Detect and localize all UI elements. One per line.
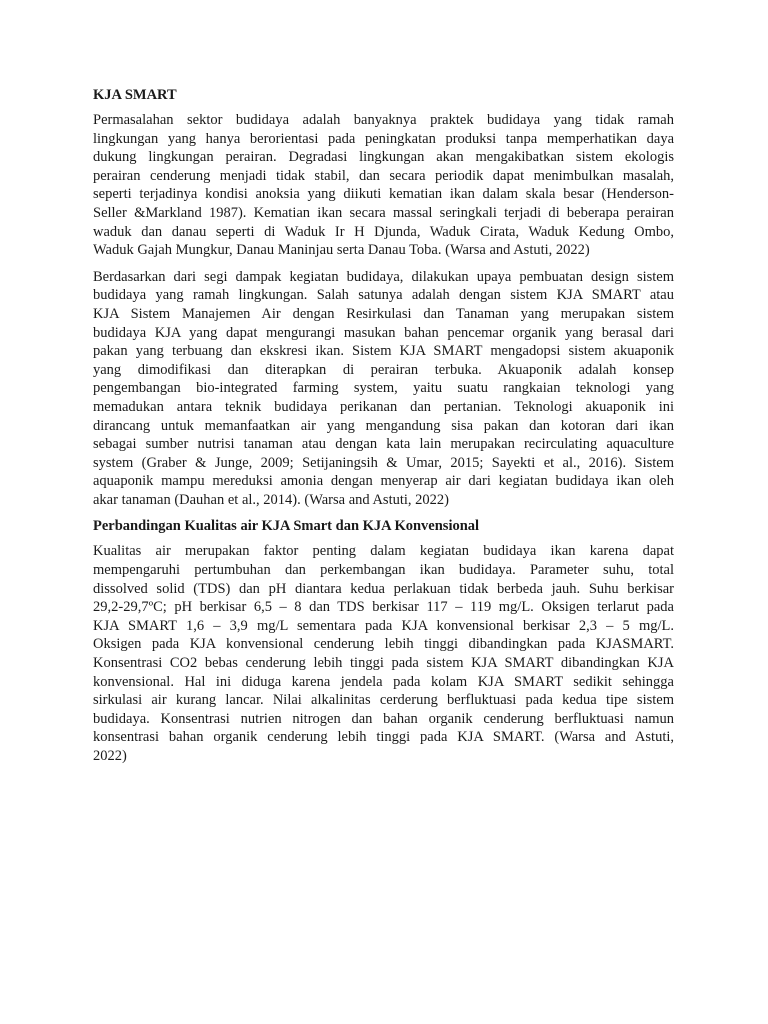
text-line: Permasalahan sektor budidaya adalah banyaknya praktek budidaya yang tidak ramah	[93, 112, 674, 128]
text-line: lingkungan yang hanya berorientasi pada peningkatan produksi tanpa memperhatikan daya	[93, 130, 674, 147]
text-line: memadukan antara teknik budidaya perikanan dan pertanian. Teknologi akuaponik ini	[93, 398, 674, 415]
text-line: KJA SMART 1,6 – 3,9 mg/L sementara pada KJA konvensional berkisar 2,3 – 5 mg/L.	[93, 617, 674, 634]
document-page	[93, 86, 674, 774]
text-line: Berdasarkan dari segi dampak kegiatan budidaya, dilakukan upaya pembuatan design sistem	[93, 268, 674, 285]
paragraph	[93, 268, 674, 510]
text-line: akar tanaman (Dauhan et al., 2014). (Warsa and Astuti, 2022)	[93, 491, 449, 508]
text-line: aquaponik mampu mereduksi amonia dengan menyerap air dari kegiatan budidaya ikan oleh	[93, 473, 674, 490]
text-line: Oksigen pada KJA konvensional cenderung lebih tinggi dibandingkan pada KJASMART.	[93, 636, 674, 653]
text-line: dirancang untuk memanfaatkan air yang mengandung sisa pakan dan kotoran dari ikan	[93, 417, 674, 434]
text-line: pengembangan bio-integrated farming system, yaitu suatu rangkaian teknologi yang	[93, 380, 674, 397]
text-line: sirkulasi air kurang lancar. Nilai alkalinitas cerderung berfluktuasi pada kedua tipe sistem	[93, 692, 674, 709]
paragraph	[93, 542, 674, 765]
text-line: waduk dan danau seperti di Waduk Ir H Djunda, Waduk Cirata, Waduk Kedung Ombo,	[93, 223, 674, 240]
text-line: mempengaruhi pertumbuhan dan perkembangan ikan budidaya. Parameter suhu, total	[93, 562, 674, 579]
section-perbandingan-kualitas-air	[93, 517, 674, 765]
text-line: pakan yang terbuang dan ekskresi ikan. Sistem KJA SMART mengadopsi sistem akuaponik	[93, 343, 674, 360]
text-line: system (Graber & Junge, 2009; Setijaningsih & Umar, 2015; Sayekti et al., 2016). Sistem	[93, 454, 674, 471]
text-line: sebagai sumber nutrisi tanaman atau dengan kata lain merupakan recirculating aquaculture	[93, 436, 674, 453]
text-line: perairan cenderung menjadi tidak stabil, dan secara periodik dapat menimbulkan masalah,	[93, 167, 674, 184]
text-line: dissolved solid (TDS) dan pH diantara kedua perlakuan tidak berbeda jauh. Suhu berkisar	[93, 580, 674, 597]
text-line: Kualitas air merupakan faktor penting dalam kegiatan budidaya ikan karena dapat	[93, 543, 674, 560]
section-heading: KJA SMART	[93, 87, 177, 103]
paragraph	[93, 111, 674, 260]
text-line: 29,2-29,7ºC; pH berkisar 6,5 – 8 dan TDS berkisar 117 – 119 mg/L. Oksigen terlarut pada	[93, 599, 674, 616]
text-line: yang dimodifikasi dan diterapkan di perairan terbuka. Akuaponik adalah konsep	[93, 361, 674, 378]
section-kja-smart	[93, 86, 674, 509]
text-line: KJA Sistem Manajemen Air dengan Resirkulasi dan Tanaman yang merupakan sistem	[93, 305, 674, 322]
text-line: budidaya yang ramah lingkungan. Salah satunya adalah dengan sistem KJA SMART atau	[93, 287, 674, 304]
text-line: seperti terjadinya kondisi anoksia yang diikuti kematian ikan dalam skala besar (Henderson-	[93, 186, 674, 203]
text-line: budidaya KJA yang dapat mengurangi masukan bahan pencemar organik yang berasal dari	[93, 324, 674, 341]
text-line: Konsentrasi CO2 bebas cenderung lebih tinggi pada sistem KJA SMART dibandingkan KJA	[93, 655, 674, 672]
text-line: Seller &Markland 1987). Kematian ikan secara massal seringkali terjadi di beberapa perairan	[93, 204, 674, 221]
text-line: konsentrasi bahan organik cenderung lebih tinggi pada KJA SMART. (Warsa and Astuti,	[93, 729, 674, 746]
text-line: konvensional. Hal ini diduga karena jendela pada kolam KJA SMART sedikit sehingga	[93, 673, 674, 690]
section-heading: Perbandingan Kualitas air KJA Smart dan KJA Konvensional	[93, 518, 480, 535]
text-line: 2022)	[93, 748, 127, 764]
text-line: budidaya. Konsentrasi nutrien nitrogen dan bahan organik cenderung berfluktuasi namun	[93, 710, 674, 727]
text-line: Waduk Gajah Mungkur, Danau Maninjau serta Danau Toba. (Warsa and Astuti, 2022)	[93, 242, 590, 259]
text-line: dukung lingkungan perairan. Degradasi lingkungan akan mengakibatkan sistem ekologis	[93, 149, 674, 166]
